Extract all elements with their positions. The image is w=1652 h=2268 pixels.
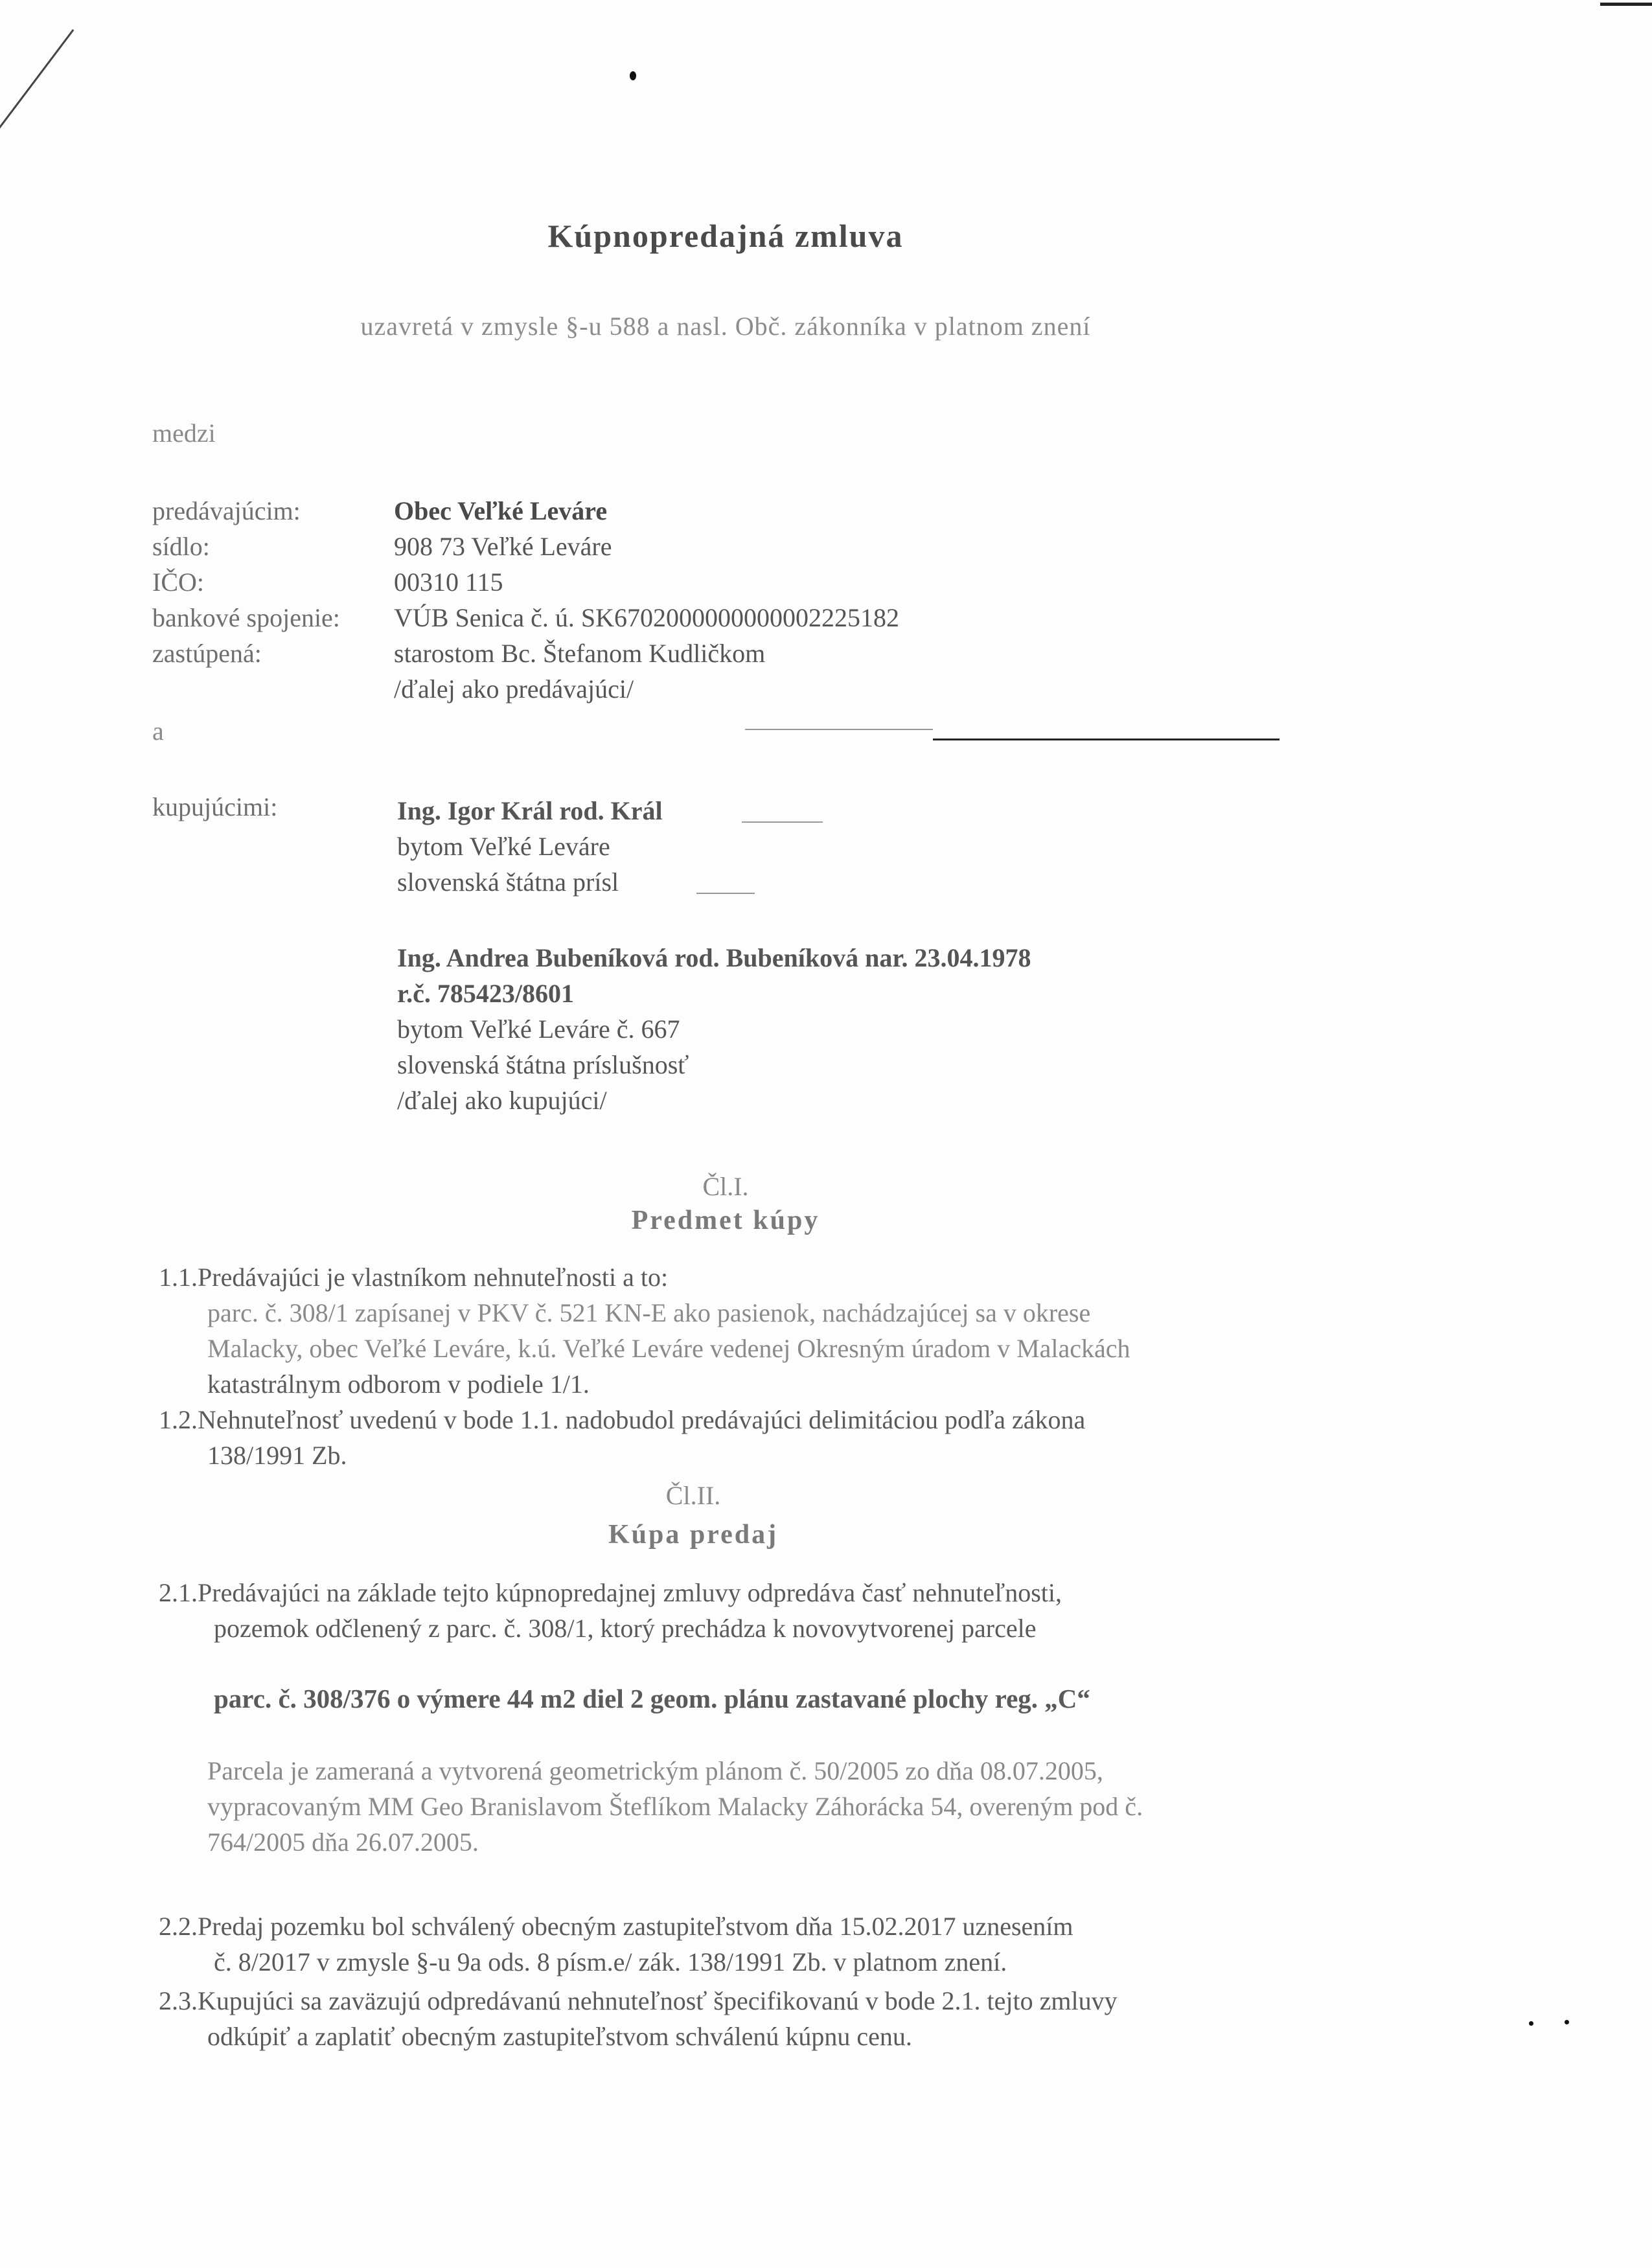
scan-speck [1565, 2020, 1569, 2024]
clause-1-2-line2: 138/1991 Zb. [207, 1441, 347, 1470]
clause-1-1-line3: Malacky, obec Veľké Leváre, k.ú. Veľké Leváre vedenej Okresným úradom v Malackách [207, 1334, 1130, 1363]
seller-name: Obec Veľké Leváre [394, 496, 608, 525]
seller-representative: starostom Bc. Štefanom Kudličkom [394, 639, 766, 668]
seller-seat: 908 73 Veľké Leváre [394, 532, 612, 561]
buyer1-citizenship: slovenská štátna prísl [397, 867, 619, 897]
seller-ico: 00310 115 [394, 567, 503, 597]
article2-title: Kúpa predaj [608, 1520, 779, 1550]
buyer1-name-trail [742, 821, 823, 823]
separator-dashes [745, 729, 933, 730]
clause-2-1-line1: 2.1.Predávajúci na základe tejto kúpnopredajnej zmluvy odpredáva časť nehnuteľnosti, [159, 1578, 1062, 1607]
buyers-label: kupujúcimi: [152, 792, 278, 821]
ico-label: IČO: [152, 567, 204, 597]
buyer2-citizenship: slovenská štátna príslušnosť [397, 1050, 689, 1079]
seller-label: predávajúcim: [152, 496, 301, 525]
top-right-edge-mark [1600, 3, 1652, 6]
buyer2-birth-number: r.č. 785423/8601 [397, 979, 574, 1008]
article2-number: Čl.II. [665, 1481, 721, 1510]
clause-2-3-line1: 2.3.Kupujúci sa zaväzujú odpredávanú nehnuteľnosť špecifikovanú v bode 2.1. tejto zmluvy [159, 1986, 1118, 2015]
clause-2-2-line1: 2.2.Predaj pozemku bol schválený obecným zastupiteľstvom dňa 15.02.2017 uznesením [159, 1912, 1073, 1941]
geometric-plan-line1: Parcela je zameraná a vytvorená geometrickým plánom č. 50/2005 zo dňa 08.07.2005, [207, 1756, 1103, 1785]
between-label: medzi [152, 418, 216, 448]
document-title: Kúpnopredajná zmluva [547, 218, 904, 254]
seller-alias: /ďalej ako predávajúci/ [394, 674, 634, 704]
document-subtitle: uzavretá v zmysle §-u 588 a nasl. Obč. zákonníka v platnom znení [360, 312, 1091, 341]
buyer1-citizenship-trail [696, 893, 755, 894]
and-label: a [152, 716, 164, 746]
buyer2-residence: bytom Veľké Leváre č. 667 [397, 1014, 680, 1044]
clause-2-3-line2: odkúpiť a zaplatiť obecným zastupiteľstvom schválenú kúpnu cenu. [207, 2022, 912, 2051]
article1-number: Čl.I. [702, 1172, 749, 1201]
buyer1-name: Ing. Igor Král rod. Král [397, 796, 663, 825]
clause-1-1-line1: 1.1.Predávajúci je vlastníkom nehnuteľnosti a to: [159, 1263, 669, 1292]
bank-label: bankové spojenie: [152, 603, 340, 632]
scan-speck [1529, 2021, 1533, 2026]
clause-1-1-line2: parc. č. 308/1 zapísanej v PKV č. 521 KN-E ako pasienok, nachádzajúcej sa v okrese [207, 1298, 1091, 1327]
scan-speck [630, 71, 636, 80]
representative-label: zastúpená: [152, 639, 262, 668]
geometric-plan-line3: 764/2005 dňa 26.07.2005. [207, 1827, 479, 1857]
clause-2-2-line2: č. 8/2017 v zmysle §-u 9a ods. 8 písm.e/ zák. 138/1991 Zb. v platnom znení. [214, 1947, 1007, 1976]
clause-1-1-line4: katastrálnym odborom v podiele 1/1. [207, 1369, 590, 1399]
seller-bank: VÚB Senica č. ú. SK6702000000000002225182 [394, 603, 899, 632]
clause-2-1-line2: pozemok odčlenený z parc. č. 308/1, ktorý prechádza k novovytvorenej parcele [214, 1614, 1037, 1643]
buyers-alias: /ďalej ako kupujúci/ [397, 1086, 607, 1115]
separator-line [933, 739, 1279, 740]
buyer1-residence: bytom Veľké Leváre [397, 832, 610, 861]
seat-label: sídlo: [152, 532, 210, 561]
pen-stroke-mark [0, 29, 74, 144]
buyer2-name: Ing. Andrea Bubeníková rod. Bubeníková nar. 23.04.1978 [397, 943, 1031, 972]
parcel-specification: parc. č. 308/376 o výmere 44 m2 diel 2 geom. plánu zastavané plochy reg. „C“ [214, 1684, 1090, 1713]
article1-title: Predmet kúpy [631, 1206, 820, 1235]
clause-1-2-line1: 1.2.Nehnuteľnosť uvedenú v bode 1.1. nadobudol predávajúci delimitáciou podľa zákona [159, 1405, 1086, 1434]
geometric-plan-line2: vypracovaným MM Geo Branislavom Šteflíkom Malacky Záhorácka 54, overeným pod č. [207, 1792, 1143, 1821]
